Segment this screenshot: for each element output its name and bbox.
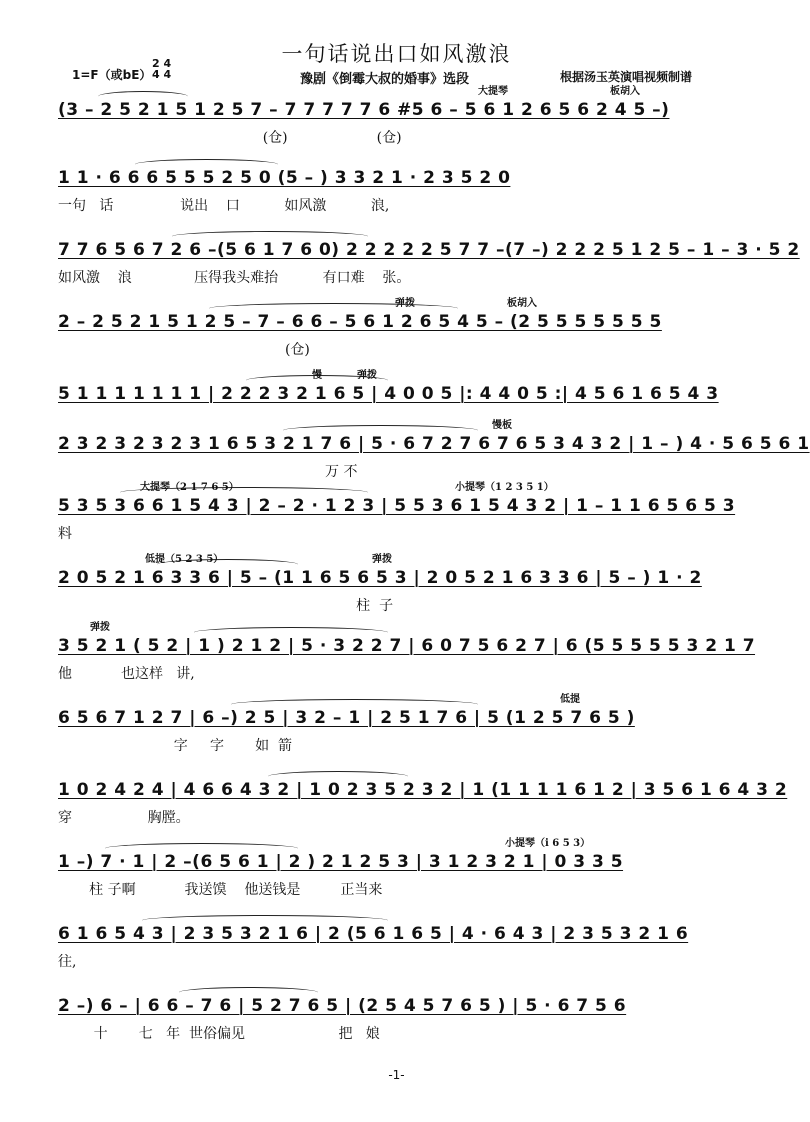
- instrument-annotation: 慢: [312, 370, 322, 381]
- notation-line: 3 5 2 1 ( 5 2 | 1 ) 2 1 2 | 5 · 3 2 2 7 | 6 0 7 5 6 2 7 | 6 (5 5 5 5 5 3 2 1 7: [58, 636, 756, 656]
- lyric-line: 如风激 浪 压得我头难抬 有口难 张。: [58, 270, 411, 286]
- notation-line: 2 0 5 2 1 6 3 3 6 | 5 – (1 1 6 5 6 5 3 | 2 0 5 2 1 6 3 3 6 | 5 – ) 1 · 2: [58, 568, 702, 588]
- key-signature: 1=F（或bE）: [72, 68, 152, 82]
- instrument-annotation: 低提（5 2 3 5）: [145, 554, 224, 565]
- instrument-annotation: 弹拨: [357, 370, 377, 381]
- notation-line: 6 5 6 7 1 2 7 | 6 –) 2 5 | 3 2 – 1 | 2 5 1 7 6 | 5 (1 2 5 7 6 5 ): [58, 708, 635, 728]
- instrument-annotation: 慢板: [492, 420, 512, 431]
- notation-line: 1 –) 7 · 1 | 2 –(6 5 6 1 | 2 ) 2 1 2 5 3 | 3 1 2 3 2 1 | 0 3 3 5: [58, 852, 624, 872]
- meter-bottom: 4 4: [152, 68, 172, 81]
- instrument-annotation: 弹拨: [395, 298, 415, 309]
- lyric-line: 一句 话 说出 口 如风激 浪,: [58, 198, 390, 214]
- notation-line: 5 1 1 1 1 1 1 1 | 2 2 2 3 2 1 6 5 | 4 0 0 5 |: 4 4 0 5 :| 4 5 6 1 6 5 4 3: [58, 384, 719, 404]
- notation-line: 6 1 6 5 4 3 | 2 3 5 3 2 1 6 | 2 (5 6 1 6 5 | 4 · 6 4 3 | 2 3 5 3 2 1 6: [58, 924, 689, 944]
- notation-line: 2 3 2 3 2 3 2 3 1 6 5 3 2 1 7 6 | 5 · 6 7 2 7 6 7 6 5 3 4 3 2 | 1 – ) 4 · 5 6 5 6 1: [58, 434, 810, 454]
- instrument-annotation: 弹拨: [90, 622, 110, 633]
- instrument-annotation: 板胡入: [610, 86, 640, 97]
- instrument-annotation: 低提: [560, 694, 580, 705]
- lyric-line: (仓): [58, 342, 310, 358]
- page-number: -1-: [388, 1068, 405, 1082]
- lyric-line: 十 七 年 世俗偏见 把 娘: [58, 1026, 380, 1042]
- lyric-line: 往,: [58, 954, 77, 970]
- notation-line: (3 – 2 5 2 1 5 1 2 5 7 – 7 7 7 7 7 6 #5 6 – 5 6 1 2 6 5 6 2 4 5 –): [58, 100, 670, 120]
- lyric-line: (仓) (仓): [58, 130, 402, 146]
- sheet-title: 一句话说出口如风激浪: [281, 42, 512, 66]
- instrument-annotation: 大提琴（2 1 7 6 5）: [140, 482, 239, 493]
- notation-line: 2 –) 6 – | 6 6 – 7 6 | 5 2 7 6 5 | (2 5 4 5 7 6 5 ) | 5 · 6 7 5 6: [58, 996, 627, 1016]
- instrument-annotation: 弹拨: [372, 554, 392, 565]
- notation-line: 5 3 5 3 6 6 1 5 4 3 | 2 – 2 · 1 2 3 | 5 5 3 6 1 5 4 3 2 | 1 – 1 1 6 5 6 5 3: [58, 496, 736, 516]
- notation-line: 1 1 · 6 6 6 5 5 5 2 5 0 (5 – ) 3 3 2 1 · 2 3 5 2 0: [58, 168, 511, 188]
- instrument-annotation: 小提琴（1 2 3 5 1）: [455, 482, 554, 493]
- meter-top: 2 4: [152, 57, 172, 70]
- notation-line: 2 – 2 5 2 1 5 1 2 5 – 7 – 6 6 – 5 6 1 2 6 5 4 5 – (2 5 5 5 5 5 5 5: [58, 312, 662, 332]
- time-signature: [152, 58, 171, 80]
- instrument-annotation: 大提琴: [478, 86, 508, 97]
- instrument-annotation: 板胡入: [507, 298, 537, 309]
- notation-line: 1 0 2 4 2 4 | 4 6 6 4 3 2 | 1 0 2 3 5 2 3 2 | 1 (1 1 1 1 6 1 2 | 3 5 6 1 6 4 3 2: [58, 780, 788, 800]
- lyric-line: 他 也这样 讲,: [58, 666, 195, 682]
- lyric-line: 字 字 如 箭: [58, 738, 293, 754]
- instrument-annotation: 小提琴（i 6 5 3）: [505, 838, 591, 849]
- lyric-line: 柱 子啊 我送馍 他送钱是 正当来: [58, 882, 383, 898]
- sheet-subtitle: 豫剧《倒霉大叔的婚事》选段: [300, 72, 470, 87]
- lyric-line: 万 不: [58, 464, 358, 480]
- lyric-line: 穿 胸膛。: [58, 810, 190, 826]
- lyric-line: 柱 子: [58, 598, 394, 614]
- transcription-credit: 根据汤玉英演唱视频制谱: [560, 70, 693, 84]
- lyric-line: 料: [58, 526, 72, 542]
- notation-line: 7 7 6 5 6 7 2 6 –(5 6 1 7 6 0) 2 2 2 2 2 5 7 7 –(7 –) 2 2 2 5 1 2 5 – 1 – 3 · 5 2: [58, 240, 800, 260]
